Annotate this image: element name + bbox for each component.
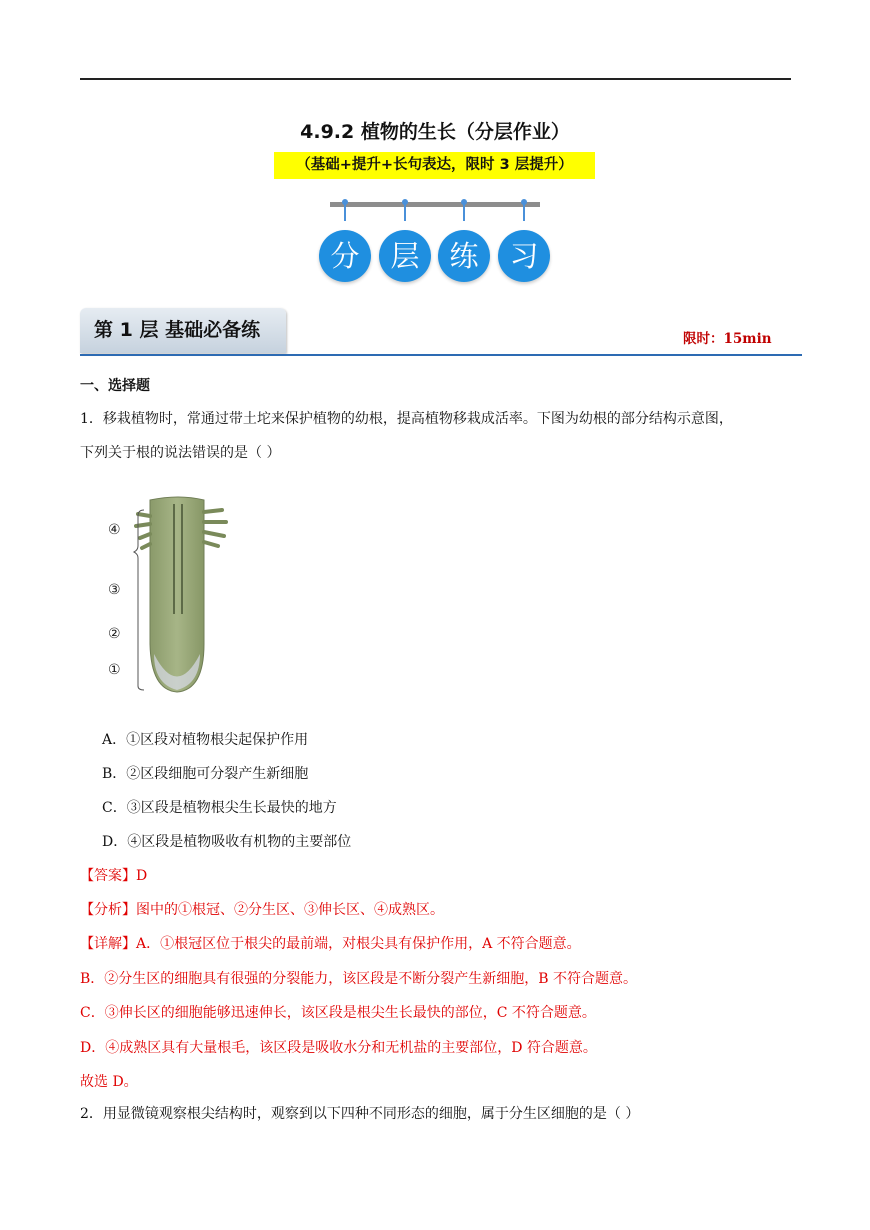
analysis: 【分析】图中的①根冠、②分生区、③伸长区、④成熟区。 <box>80 902 444 918</box>
question-2-line-1: 2．用显微镜观察根尖结构时，观察到以下四种不同形态的细胞，属于分生区细胞的是（ ） <box>80 1106 640 1122</box>
option-a: A．①区段对植物根尖起保护作用 <box>102 732 309 748</box>
banner-char-4: 习 <box>498 230 550 282</box>
detail-line-4: D．④成熟区具有大量根毛，该区段是吸收水分和无机盐的主要部位，D 符合题意。 <box>80 1040 597 1056</box>
question-1-line-1: 1．移栽植物时，常通过带土坨来保护植物的幼根，提高植物移栽成活率。下图为幼根的部分结构示意图， <box>80 411 733 427</box>
option-c: C．③区段是植物根尖生长最快的地方 <box>102 800 337 816</box>
answer: 【答案】D <box>80 868 148 884</box>
page-title: 4.9.2 植物的生长（分层作业） <box>300 121 570 143</box>
layer-rule <box>80 354 802 356</box>
banner-char-1: 分 <box>319 230 371 282</box>
detail-line-1: 【详解】A．①根冠区位于根尖的最前端，对根尖具有保护作用，A 不符合题意。 <box>80 936 581 952</box>
layer-tab: 第 1 层 基础必备练 <box>80 308 286 353</box>
time-limit: 限时：15min <box>683 331 772 347</box>
figure-label-2: ② <box>108 626 121 642</box>
section-title: 一、选择题 <box>80 378 150 394</box>
figure-label-1: ① <box>108 662 121 678</box>
detail-line-2: B．②分生区的细胞具有很强的分裂能力，该区段是不断分裂产生新细胞，B 不符合题意。 <box>80 971 638 987</box>
detail-conclusion: 故选 D。 <box>80 1074 138 1090</box>
option-d: D．④区段是植物吸收有机物的主要部位 <box>102 834 352 850</box>
page-subtitle: （基础+提升+长句表达，限时 3 层提升） <box>274 152 595 179</box>
detail-line-3: C．③伸长区的细胞能够迅速伸长，该区段是根尖生长最快的部位，C 不符合题意。 <box>80 1005 596 1021</box>
root-tip-figure <box>104 494 234 694</box>
figure-label-3: ③ <box>108 582 121 598</box>
root-tip-illustration <box>104 494 234 694</box>
question-1-line-2: 下列关于根的说法错误的是（ ） <box>80 445 281 461</box>
header-rule <box>80 78 791 80</box>
banner-char-2: 层 <box>379 230 431 282</box>
option-b: B．②区段细胞可分裂产生新细胞 <box>102 766 309 782</box>
banner-char-3: 练 <box>438 230 490 282</box>
figure-label-4: ④ <box>108 522 121 538</box>
banner-bar <box>330 202 540 207</box>
layered-practice-banner <box>316 196 552 286</box>
